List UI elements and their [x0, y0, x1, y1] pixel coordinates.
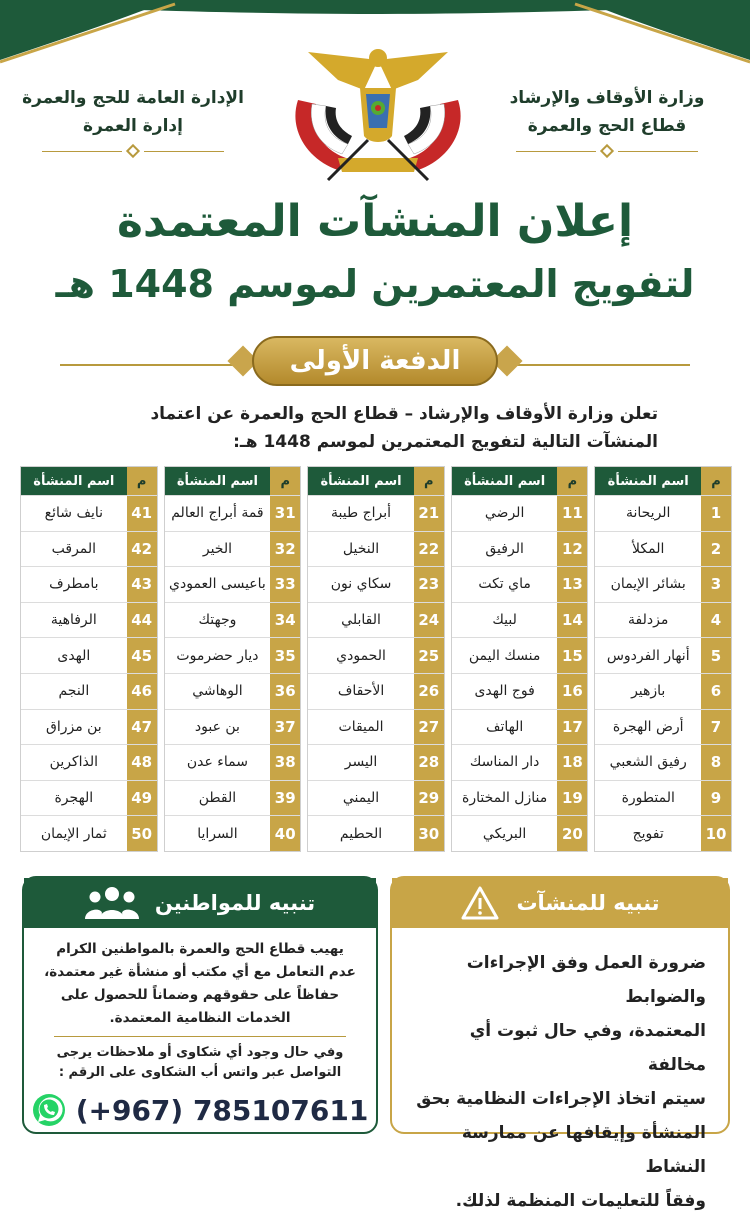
table-row [165, 602, 301, 638]
row-number: 17 [557, 710, 587, 745]
row-number: 24 [414, 603, 444, 638]
facility-name: سكاي نون [330, 576, 392, 593]
whatsapp-number[interactable]: (+967) 785107611 [75, 1093, 369, 1127]
table-row [308, 780, 444, 816]
row-number: 33 [270, 567, 300, 602]
table-column [307, 466, 445, 852]
table-row [595, 673, 731, 709]
table-row [21, 495, 157, 531]
facility-name: الريحانة [625, 505, 671, 522]
facility-name: الهاتف [485, 718, 524, 735]
table-row [452, 566, 588, 602]
row-number: 3 [701, 567, 731, 602]
row-number: 40 [270, 816, 300, 851]
facility-name: سماء عدن [186, 754, 248, 771]
row-number: 35 [270, 638, 300, 673]
row-number: 18 [557, 745, 587, 780]
table-row [308, 744, 444, 780]
table-row [21, 744, 157, 780]
facilities-table [20, 466, 732, 852]
table-row [452, 602, 588, 638]
row-number: 29 [414, 781, 444, 816]
note-line: وفي حال وجود أي شكاوى أو ملاحظات يرجى [56, 1045, 344, 1060]
facility-name: منسك اليمن [468, 647, 541, 664]
row-number: 42 [127, 532, 157, 567]
batch-divider-left [60, 364, 240, 366]
facility-name: بشائر الإيمان [610, 576, 686, 593]
number-header: م [557, 467, 587, 495]
table-row [595, 495, 731, 531]
number-header: م [414, 467, 444, 495]
name-header: اسم المنشأة [320, 473, 402, 489]
table-row [595, 780, 731, 816]
row-number: 39 [270, 781, 300, 816]
facility-name: لبيك [492, 612, 517, 629]
table-row [452, 815, 588, 851]
row-number: 30 [414, 816, 444, 851]
whatsapp-icon [32, 1093, 66, 1127]
row-number: 32 [270, 532, 300, 567]
row-number: 2 [701, 532, 731, 567]
header-ornament [492, 146, 722, 156]
table-row [165, 709, 301, 745]
facility-name: مزدلفة [628, 612, 669, 629]
row-number: 45 [127, 638, 157, 673]
table-row [308, 531, 444, 567]
intro-line: المنشآت التالية لتفويج المعتمرين لموسم 1448 هـ: [233, 432, 658, 452]
row-number: 27 [414, 710, 444, 745]
facility-name: دار المناسك [469, 754, 540, 771]
row-number: 43 [127, 567, 157, 602]
warning-icon [460, 885, 500, 921]
row-number: 26 [414, 674, 444, 709]
facility-name: بازهير [631, 683, 666, 700]
row-number: 25 [414, 638, 444, 673]
complaints-note [24, 1043, 376, 1083]
table-row [21, 673, 157, 709]
facility-name: فوج الهدى [474, 683, 535, 700]
notice-line: المعتمدة، وفي حال ثبوت أي مخالفة [469, 1021, 706, 1075]
notice-divider [54, 1036, 346, 1037]
notice-line: ضرورة العمل وفق الإجراءات والضوابط [466, 953, 706, 1007]
facility-name: أرض الهجرة [612, 718, 684, 735]
row-number: 37 [270, 710, 300, 745]
notice-line: يهيب قطاع الحج والعمرة بالمواطنين الكرام [56, 941, 344, 957]
facility-name: الذاكرين [49, 754, 98, 771]
announcement-subtitle: لتفويج المعتمرين لموسم 1448 هـ [55, 262, 695, 306]
table-row [165, 673, 301, 709]
row-number: 13 [557, 567, 587, 602]
facility-name: الميقات [338, 718, 384, 735]
facility-name: الخير [202, 540, 232, 557]
table-row [595, 815, 731, 851]
row-number: 50 [127, 816, 157, 851]
row-number: 12 [557, 532, 587, 567]
table-row [452, 744, 588, 780]
whatsapp-contact[interactable] [24, 1093, 376, 1127]
row-number: 22 [414, 532, 444, 567]
facility-name: المتطورة [621, 790, 675, 807]
facility-name: أنهار الفردوس [606, 647, 690, 664]
row-number: 9 [701, 781, 731, 816]
facility-name: النجم [58, 683, 90, 700]
facilities-notice-body [392, 928, 728, 1218]
table-row [452, 780, 588, 816]
notice-line: عدم التعامل مع أي مكتب أو منشأة غير معتمدة، [44, 964, 356, 980]
row-number: 28 [414, 745, 444, 780]
facility-name: الهجرة [54, 790, 94, 807]
facility-name: البريكي [482, 825, 527, 842]
national-emblem [268, 40, 488, 190]
table-row [21, 815, 157, 851]
table-column [20, 466, 158, 852]
row-number: 4 [701, 603, 731, 638]
number-header: م [270, 467, 300, 495]
facility-name: الحمودي [336, 647, 386, 664]
row-number: 46 [127, 674, 157, 709]
table-row [595, 709, 731, 745]
facility-name: القابلي [341, 612, 381, 629]
facility-name: نايف شائع [44, 505, 104, 522]
table-row [308, 495, 444, 531]
table-row [595, 744, 731, 780]
citizens-notice-title: تنبيه للمواطنين [154, 891, 316, 915]
facility-name: أبراج طيبة [331, 505, 392, 522]
table-row [308, 602, 444, 638]
row-number: 6 [701, 674, 731, 709]
facility-name: بن مزراق [45, 718, 102, 735]
table-row [21, 566, 157, 602]
row-number: 23 [414, 567, 444, 602]
table-header [165, 467, 301, 495]
facility-name: بن عبود [194, 718, 240, 735]
row-number: 11 [557, 496, 587, 531]
facility-name: الرفاهية [50, 612, 97, 629]
facility-name: الأحقاف [337, 683, 385, 700]
facility-name: وجهتك [198, 612, 237, 629]
table-row [21, 531, 157, 567]
ministry-name: وزارة الأوقاف والإرشاد [509, 88, 705, 108]
row-number: 15 [557, 638, 587, 673]
notice-line: الخدمات النظامية المعتمدة. [109, 1010, 291, 1026]
table-row [452, 531, 588, 567]
table-header [595, 467, 731, 495]
table-row [21, 709, 157, 745]
table-row [21, 602, 157, 638]
table-row [595, 566, 731, 602]
row-number: 44 [127, 603, 157, 638]
table-row [595, 602, 731, 638]
row-number: 7 [701, 710, 731, 745]
table-row [452, 673, 588, 709]
table-row [21, 637, 157, 673]
facility-name: الوهاشي [192, 683, 243, 700]
intro-text [78, 400, 658, 456]
facility-name: تفويج [632, 825, 664, 842]
table-column [594, 466, 732, 852]
row-number: 47 [127, 710, 157, 745]
facility-name: اليمني [342, 790, 380, 807]
table-row [308, 566, 444, 602]
facility-name: ثمار الإيمان [40, 825, 107, 842]
table-row [308, 673, 444, 709]
row-number: 14 [557, 603, 587, 638]
table-row [595, 637, 731, 673]
notice-line: حفاظاً على حقوقهم وضماناً للحصول على [60, 987, 340, 1003]
row-number: 49 [127, 781, 157, 816]
facility-name: القطن [198, 790, 237, 807]
citizens-notice-header [24, 878, 376, 928]
row-number: 19 [557, 781, 587, 816]
row-number: 21 [414, 496, 444, 531]
facility-name: المرقب [51, 540, 97, 557]
facility-name: الرفيق [485, 540, 524, 557]
table-row [308, 815, 444, 851]
citizens-notice [22, 876, 378, 1134]
row-number: 41 [127, 496, 157, 531]
table-row [165, 815, 301, 851]
table-header [452, 467, 588, 495]
facilities-notice-title: تنبيه للمنشآت [516, 891, 660, 915]
batch-label: الدفعة الأولى [289, 346, 461, 376]
table-row [165, 531, 301, 567]
facility-name: السرايا [197, 825, 238, 842]
table-row [165, 495, 301, 531]
header-ornament [18, 146, 248, 156]
announcement-title: إعلان المنشآت المعتمدة [116, 196, 634, 247]
table-row [165, 637, 301, 673]
facilities-notice [390, 876, 730, 1211]
notice-line: المنشأة وإيقافها عن ممارسة النشاط [461, 1123, 706, 1177]
facility-name: الرضي [484, 505, 525, 522]
notice-line: وفقاً للتعليمات المنظمة لذلك. [455, 1191, 706, 1211]
table-row [452, 637, 588, 673]
row-number: 38 [270, 745, 300, 780]
row-number: 34 [270, 603, 300, 638]
facilities-notice-header [392, 878, 728, 928]
name-header: اسم المنشأة [33, 473, 115, 489]
facility-name: منازل المختارة [461, 790, 548, 807]
facility-name: النخيل [342, 540, 380, 557]
facility-name: المكلأ [632, 540, 665, 557]
table-row [452, 709, 588, 745]
citizens-notice-body [24, 928, 376, 1030]
row-number: 1 [701, 496, 731, 531]
name-header: اسم المنشأة [607, 473, 689, 489]
facility-name: بامطرف [49, 576, 99, 593]
note-line: التواصل عبر واتس أب الشكاوى على الرقم : [58, 1065, 342, 1080]
row-number: 31 [270, 496, 300, 531]
facility-name: الحطيم [339, 825, 383, 842]
row-number: 48 [127, 745, 157, 780]
table-row [165, 780, 301, 816]
intro-line: تعلن وزارة الأوقاف والإرشاد – قطاع الحج والعمرة عن اعتماد [150, 404, 658, 424]
facility-name: الهدى [57, 647, 91, 664]
row-number: 16 [557, 674, 587, 709]
table-header [21, 467, 157, 495]
department-name: الإدارة العامة للحج والعمرة [22, 88, 244, 108]
table-row [21, 780, 157, 816]
table-column [164, 466, 302, 852]
table-row [165, 744, 301, 780]
facility-name: رفيق الشعبي [609, 754, 687, 771]
batch-divider-right [510, 364, 690, 366]
row-number: 36 [270, 674, 300, 709]
table-row [165, 566, 301, 602]
table-row [452, 495, 588, 531]
table-header [308, 467, 444, 495]
group-icon [85, 885, 139, 921]
number-header: م [127, 467, 157, 495]
number-header: م [701, 467, 731, 495]
facility-name: اليسر [344, 754, 378, 771]
row-number: 10 [701, 816, 731, 851]
facility-name: قمة أبراج العالم [171, 505, 264, 522]
department-header [18, 84, 248, 156]
name-header: اسم المنشأة [176, 473, 258, 489]
facility-name: ماي تكت [478, 576, 531, 593]
name-header: اسم المنشأة [464, 473, 546, 489]
table-column [451, 466, 589, 852]
batch-badge [228, 334, 522, 390]
facility-name: ديار حضرموت [176, 647, 259, 664]
facility-name: باعيسى العمودي [169, 576, 266, 593]
row-number: 5 [701, 638, 731, 673]
table-row [595, 531, 731, 567]
office-name: إدارة العمرة [83, 116, 183, 136]
table-row [308, 637, 444, 673]
ministry-header [492, 84, 722, 156]
row-number: 20 [557, 816, 587, 851]
row-number: 8 [701, 745, 731, 780]
sector-name: قطاع الحج والعمرة [527, 116, 687, 136]
notice-line: سيتم اتخاذ الإجراءات النظامية بحق [416, 1089, 706, 1109]
table-row [308, 709, 444, 745]
